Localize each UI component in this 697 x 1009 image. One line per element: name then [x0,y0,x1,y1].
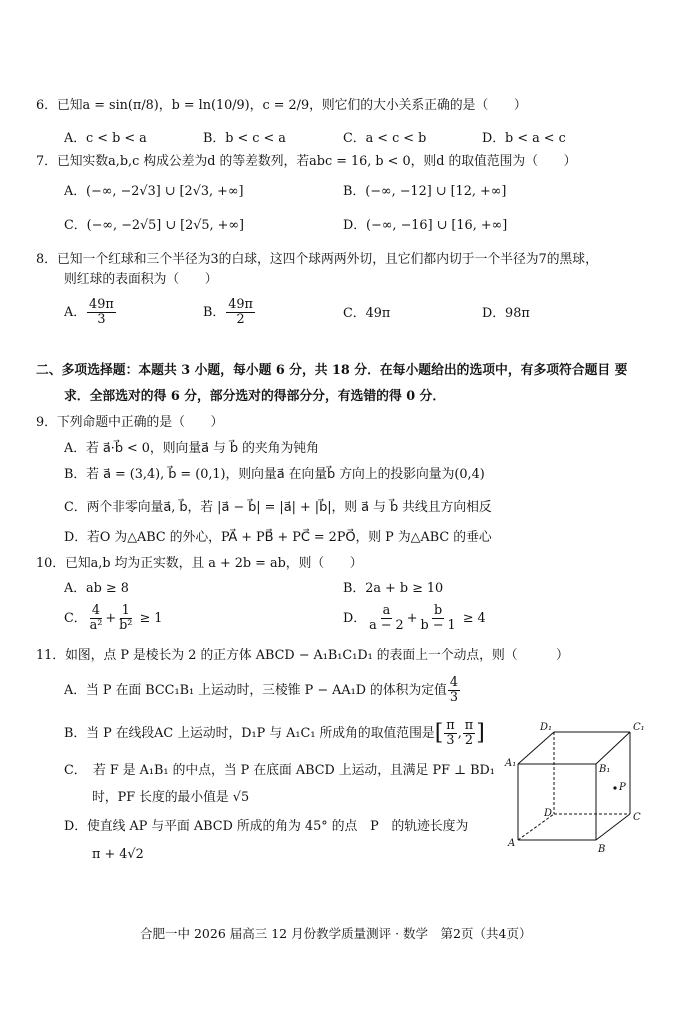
q11-option-d-line1: D．使直线 AP 与平面 ABCD 所成的角为 45° 的点 P 的轨迹长度为 [64,819,469,834]
q7-option-a: A．(−∞, −2√3] ∪ [2√3, +∞] [64,184,244,199]
q9-option-a: A．若 a⃗·b⃗ < 0，则向量a⃗ 与 b⃗ 的夹角为钝角 [64,441,319,456]
q8-option-a-denominator: 3 [97,312,106,327]
q6-option-c: C．a < c < b [343,131,427,146]
cube-figure [500,716,650,856]
edge-b-c [596,814,630,840]
q11-option-a-denominator: 3 [449,690,458,705]
section2-heading-line2: 求．全部选对的得 6 分，部分选对的得部分分，有选错的得 0 分． [64,389,446,404]
label-b1: B₁ [599,764,611,775]
q11-option-a-fraction [448,676,460,705]
q11-option-a-text: A．当 P 在面 BCC₁B₁ 上运动时，三棱锥 P − AA₁D 的体积为定值 [64,683,447,698]
q11-option-c-line2: 时，PF 长度的最小值是 √5 [92,790,250,805]
q8-option-b-fraction [226,298,255,327]
q10-option-c-numerator1: 4 [91,603,101,618]
q8-option-b-denominator: 2 [236,312,245,327]
q8-option-b [203,298,256,327]
q7-option-d: D．(−∞, −16] ∪ [16, +∞] [343,218,508,233]
q11-option-a [64,676,461,705]
q9-stem: 9．下列命题中正确的是（ ） [36,415,224,430]
q10-option-c-fraction2 [117,604,134,633]
q6-option-b: B．b < c < a [203,131,286,146]
label-a: A [508,838,516,849]
q10-option-d-tail: ≥ 4 [462,611,486,626]
q8-option-c: C．49π [343,306,391,321]
q11-stem: 11．如图，点 P 是棱长为 2 的正方体 ABCD − A₁B₁C₁D₁ 的表面上一个动点，则（ ） [36,648,569,663]
q11-option-b-fraction2 [463,719,475,748]
label-d1: D₁ [540,722,553,733]
q11-option-b-right-bracket: ] [476,720,485,746]
q11-option-b-numerator1: π [446,718,455,733]
page-footer: 合肥一中 2026 届高三 12 月份教学质量测评 · 数学 第2页（共4页） [140,926,532,941]
q10-option-d [343,604,486,633]
q10-option-d-fraction1 [367,604,406,633]
q8-option-a-numerator: 49π [89,297,114,312]
q8-option-b-label: B． [203,305,226,320]
section2-heading-line1: 二、多项选择题：本题共 3 小题，每小题 6 分，共 18 分．在每小题给出的选项中，有多项符合题目 要 [36,363,628,378]
q11-option-b-comma: , [457,726,462,741]
label-b: B [598,844,606,855]
q8-stem-line2: 则红球的表面积为（ ） [64,272,218,287]
label-c1: C₁ [633,722,645,733]
point-p [613,786,616,789]
q10-option-d-fraction2 [418,604,457,633]
q11-option-b-fraction1 [444,719,456,748]
q8-option-a-fraction [87,298,116,327]
q10-option-c-label: C． [64,611,87,626]
label-d: D [544,808,553,819]
q10-stem: 10．已知a,b 均为正实数，且 a + 2b = ab，则（ ） [36,556,363,571]
q9-option-b: B．若 a⃗ = (3,4), b⃗ = (0,1)，则向量a⃗ 在向量b⃗ 方向上的投影向量为(0,4) [64,467,485,482]
q7-option-b: B．(−∞, −12] ∪ [12, +∞] [343,184,507,199]
q10-option-c-numerator2: 1 [121,603,130,618]
q11-option-b-text: B．当 P 在线段AC 上运动时，D₁P 与 A₁C₁ 所成角的取值范围是 [64,726,435,741]
q8-option-d: D．98π [482,306,530,321]
q8-option-b-numerator: 49π [228,297,253,312]
q11-option-b-denominator1: 3 [446,733,455,748]
q8-option-a [64,298,117,327]
q10-option-b: B．2a + b ≥ 10 [343,581,444,596]
q10-option-c-denominator1: a² [89,618,103,633]
q10-option-c [64,604,162,633]
q8-option-a-label: A． [64,305,87,320]
q10-option-d-label: D． [343,611,367,626]
edge-a1-d1 [518,732,554,764]
q11-option-c-line1: C． 若 F 是 A₁B₁ 的中点，当 P 在底面 ABCD 上运动，且满足 PF ⊥ BD₁ [64,763,495,778]
q10-option-c-denominator2: b² [119,618,133,633]
q11-option-b [64,719,485,748]
q6-stem: 6．已知a = sin(π/8)，b = ln(10/9)，c = 2/9，则它们的大小关系正确的是（ ） [36,98,527,113]
q11-option-a-numerator: 4 [449,675,458,690]
q11-option-b-numerator2: π [464,718,474,733]
q10-option-d-denominator1: a − 2 [369,618,404,633]
q10-option-c-tail: ≥ 1 [139,611,163,626]
q10-option-a: A．ab ≥ 8 [64,581,129,596]
edge-b1-c1 [596,732,630,764]
q11-option-b-left-bracket: [ [434,720,444,746]
q10-option-d-denominator2: b − 1 [420,618,456,633]
q10-option-d-numerator2: b [433,603,443,618]
q10-option-d-numerator1: a [382,603,391,618]
q6-option-d: D．b < a < c [482,131,566,146]
q10-option-d-plus: + [406,611,418,626]
q6-option-a: A．c < b < a [64,131,147,146]
q7-stem: 7．已知实数a,b,c 构成公差为d 的等差数列，若abc = 16, b < 0，则d 的取值范围为（ ） [36,154,577,169]
q9-option-d: D．若O 为△ABC 的外心，PA⃗ + PB⃗ + PC⃗ = 2PO⃗，则 P 为△ABC 的垂心 [64,530,492,545]
q10-option-c-plus: + [105,611,117,626]
q10-option-c-fraction1 [88,604,105,633]
label-p: P [619,782,626,793]
q8-stem-line1: 8．已知一个红球和三个半径为3的白球，这四个球两两外切，且它们都内切于一个半径为7的黑球， [36,252,598,267]
q11-option-b-denominator2: 2 [464,733,474,748]
q7-option-c: C．(−∞, −2√5] ∪ [2√5, +∞] [64,218,245,233]
q11-option-d-line2: π + 4√2 [92,847,144,862]
q9-option-c: C．两个非零向量a⃗, b⃗，若 |a⃗ − b⃗| = |a⃗| + |b⃗|，则 a⃗ 与 b⃗ 共线且方向相反 [64,500,492,515]
label-a1: A₁ [505,758,517,769]
label-c: C [633,812,641,823]
